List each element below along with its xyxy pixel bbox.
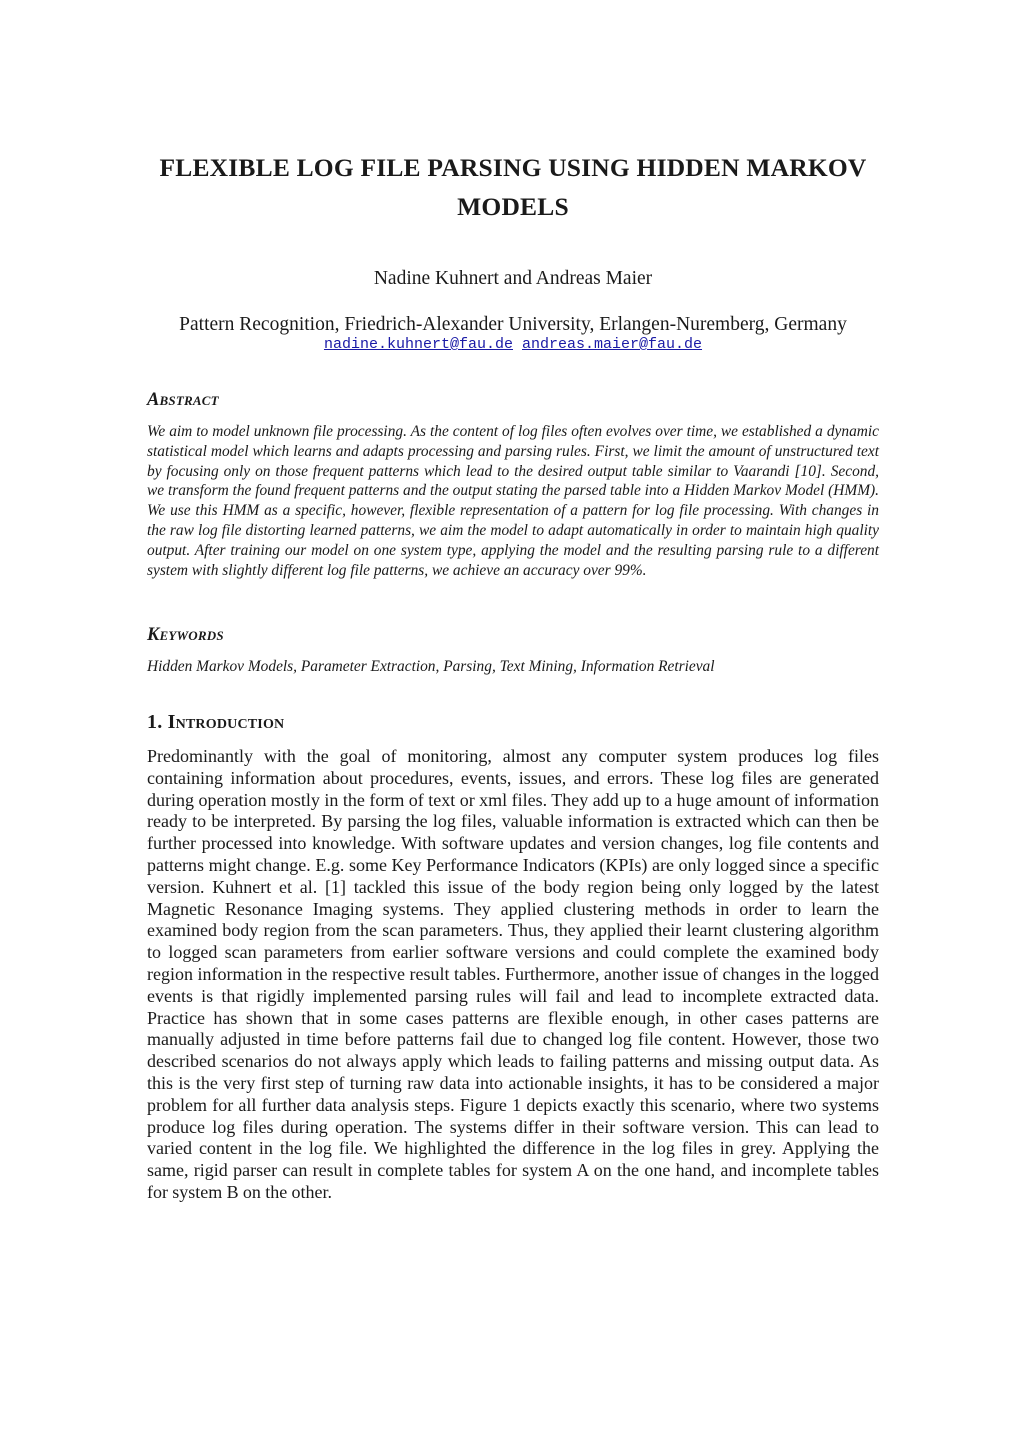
email-link-kuhnert[interactable]: nadine.kuhnert@fau.de [323,336,513,353]
keywords-text: Hidden Markov Models, Parameter Extraction, Parsing, Text Mining, Information Retrieval [147,658,715,675]
abstract-text: We aim to model unknown file processing. As the content of log files often evolves over time, we established a dynamic statistical model which learns and adapts processing and parsing rules. First, we limit the amount of unstructured text by focusing only on those frequent patterns which lead to the desired output table similar to Vaarandi [10]. Second, we transform the found frequent patterns and the output stating the parsed table into a Hidden Markov Model (HMM). We use this HMM as a specific, however, flexible representation of a pattern for log file processing. With changes in the raw log file distorting learned patterns, we aim the model to adapt automatically in order to maintain high quality output. After training our model on one system type, applying the model and the resulting parsing rule to a different system with slightly different log file patterns, we achieve an accuracy over 99%. [147,423,879,579]
abstract-heading: Abstract [147,390,219,410]
introduction-heading: 1. Introduction [147,711,285,733]
paper-title: FLEXIBLE LOG FILE PARSING USING HIDDEN MARKOV MODELS [159,153,867,221]
keywords-heading: Keywords [147,625,224,645]
author-emails [147,336,879,354]
introduction-text: Predominantly with the goal of monitoring, almost any computer system produces log files containing information about procedures, events, issues, and errors. These log files are generated during operation mostly in the form of text or xml files. They add up to a huge amount of information ready to be interpreted. By parsing the log files, valuable information is extracted which can then be further processed into knowledge. With software updates and version changes, log file contents and patterns might change. E.g. some Key Performance Indicators (KPIs) are only logged since a specific version. Kuhnert et al. [1] tackled this issue of the body region being only logged by the latest Magnetic Resonance Imaging systems. They applied clustering methods in order to learn the examined body region from the scan parameters. Thus, they applied their learnt clustering algorithm to logged scan parameters from earlier software versions and could complete the examined body region information in the respective result tables. Furthermore, another issue of changes in the logged events is that rigidly implemented parsing rules will fail and lead to incomplete extracted data. Practice has shown that in some cases patterns are flexible enough, in other cases patterns are manually adjusted in time before patterns fail due to changed log file content. However, those two described scenarios do not always apply which leads to failing patterns and missing output data. As this is the very first step of turning raw data into actionable insights, it has to be considered a major problem for all further data analysis steps. Figure 1 depicts exactly this scenario, where two systems produce log files during operation. The systems differ in their software version. This can lead to varied content in the log file. We highlighted the difference in the log files in grey. Applying the same, rigid parser can result in complete tables for system A on the one hand, and incomplete tables for system B on the other. [147,746,879,1202]
author-list: Nadine Kuhnert and Andreas Maier [373,268,653,289]
affiliation: Pattern Recognition, Friedrich-Alexander University, Erlangen-Nuremberg, Germany [179,314,847,335]
email-link-maier[interactable]: andreas.maier@fau.de [522,336,703,353]
